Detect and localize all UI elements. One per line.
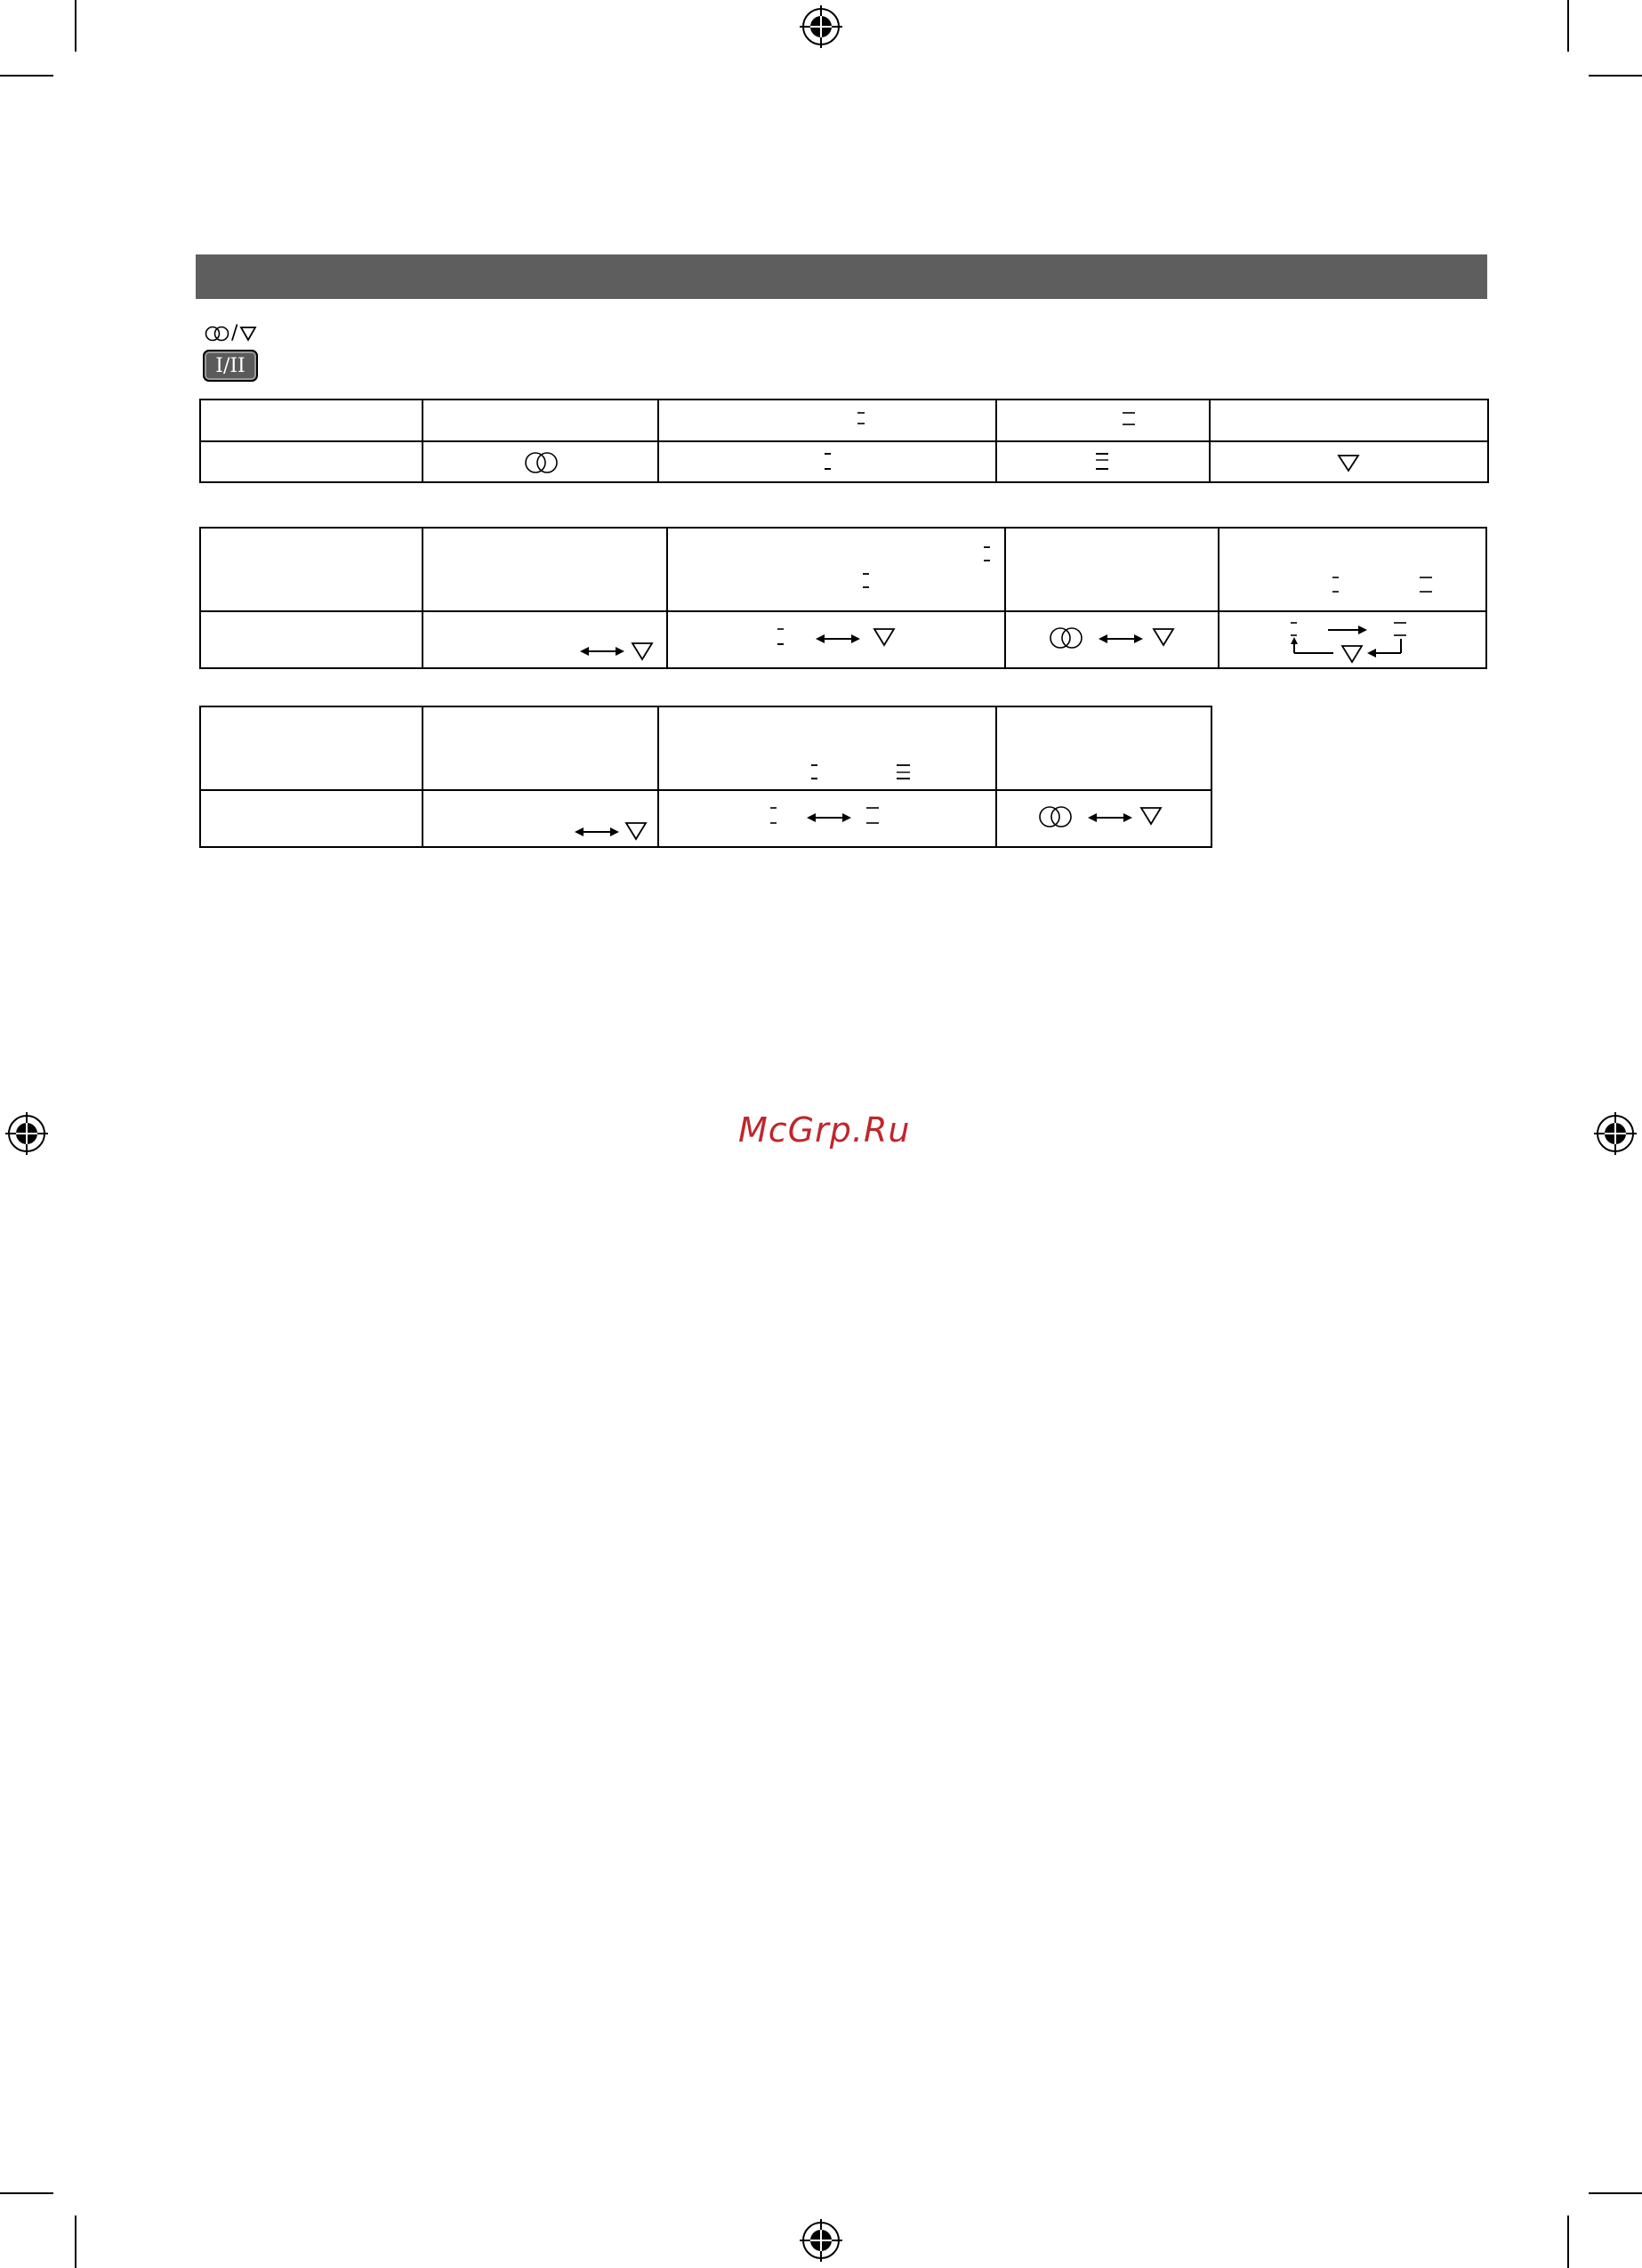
table-cell bbox=[658, 790, 996, 847]
table-cell bbox=[658, 400, 996, 441]
dual-sound-button-label: I/II bbox=[215, 354, 245, 377]
table-cell bbox=[667, 611, 1005, 668]
cycle-diagram-icon bbox=[1289, 621, 1422, 666]
dual-bar-i-icon bbox=[769, 805, 778, 827]
table-cell bbox=[200, 790, 423, 847]
dual-bar-i-icon bbox=[777, 626, 785, 648]
sound-mode-table-1 bbox=[199, 399, 1489, 483]
dual-bar-ii-icon bbox=[1419, 575, 1433, 594]
dual-bar-i-icon bbox=[983, 545, 992, 564]
table-cell bbox=[1210, 400, 1488, 441]
double-arrow-icon bbox=[1099, 634, 1143, 644]
mono-triangle-icon bbox=[624, 820, 648, 842]
table-cell bbox=[667, 528, 1005, 611]
table-cell bbox=[423, 528, 667, 611]
double-arrow-icon bbox=[1088, 812, 1132, 823]
table-cell bbox=[658, 441, 996, 482]
table-cell bbox=[1219, 528, 1486, 611]
double-arrow-icon bbox=[575, 827, 619, 837]
table-cell bbox=[200, 528, 423, 611]
dual-sound-button[interactable] bbox=[203, 350, 258, 382]
crop-mark bbox=[1567, 2216, 1569, 2268]
indicator-separator: / bbox=[231, 322, 238, 344]
sound-mode-table-3 bbox=[199, 706, 1212, 848]
mono-triangle-icon bbox=[1337, 453, 1360, 472]
crop-mark bbox=[0, 75, 53, 77]
dual-bar-ii-icon bbox=[1122, 411, 1136, 427]
registration-mark-icon bbox=[800, 2219, 842, 2262]
mono-triangle-icon bbox=[873, 626, 896, 648]
mono-triangle-icon bbox=[1152, 626, 1175, 648]
double-arrow-icon bbox=[580, 646, 624, 657]
crop-mark bbox=[1589, 75, 1642, 77]
crop-mark bbox=[75, 2216, 76, 2268]
crop-mark bbox=[0, 2192, 53, 2194]
table-cell bbox=[1005, 528, 1219, 611]
table-cell bbox=[1210, 441, 1488, 482]
mono-triangle-icon bbox=[239, 326, 257, 342]
dual-bar-ii-icon bbox=[1095, 451, 1109, 472]
stereo-icon bbox=[205, 326, 229, 342]
table-cell bbox=[1219, 611, 1486, 668]
table-cell bbox=[996, 706, 1211, 790]
dual-bar-i-icon bbox=[1332, 575, 1340, 594]
table-cell bbox=[996, 790, 1211, 847]
dual-bar-i-icon bbox=[862, 571, 871, 591]
stereo-mono-indicator bbox=[205, 322, 257, 344]
table-cell bbox=[423, 611, 667, 668]
crop-mark bbox=[1567, 0, 1569, 52]
table-cell bbox=[423, 400, 658, 441]
table-cell bbox=[996, 441, 1210, 482]
dual-bar-ii-icon bbox=[865, 805, 880, 827]
table-cell bbox=[200, 441, 423, 482]
table-cell bbox=[200, 611, 423, 668]
stereo-icon bbox=[1038, 805, 1074, 828]
table-cell bbox=[200, 400, 423, 441]
table-cell bbox=[423, 441, 658, 482]
crop-mark bbox=[75, 0, 76, 52]
mono-triangle-icon bbox=[1139, 805, 1163, 827]
dual-bar-i-icon bbox=[824, 451, 833, 472]
dual-bar-ii-icon bbox=[896, 763, 912, 782]
table-cell bbox=[200, 706, 423, 790]
dual-bar-i-icon bbox=[857, 411, 865, 425]
dual-bar-i-icon bbox=[810, 763, 819, 782]
table-cell bbox=[996, 400, 1210, 441]
stereo-icon bbox=[1049, 626, 1084, 650]
sound-mode-table-2 bbox=[199, 527, 1487, 669]
registration-mark-icon bbox=[1594, 1112, 1637, 1155]
watermark-text: McGrp.Ru bbox=[738, 1110, 911, 1150]
registration-mark-icon bbox=[800, 5, 842, 48]
mono-triangle-icon bbox=[631, 641, 654, 662]
crop-mark bbox=[1589, 2192, 1642, 2194]
stereo-icon bbox=[524, 451, 559, 474]
double-arrow-icon bbox=[816, 634, 860, 644]
double-arrow-icon bbox=[807, 812, 851, 823]
table-cell bbox=[1005, 611, 1219, 668]
registration-mark-icon bbox=[5, 1112, 48, 1155]
table-cell bbox=[423, 706, 658, 790]
table-cell bbox=[658, 706, 996, 790]
section-header-bar bbox=[196, 254, 1487, 299]
table-cell bbox=[423, 790, 658, 847]
